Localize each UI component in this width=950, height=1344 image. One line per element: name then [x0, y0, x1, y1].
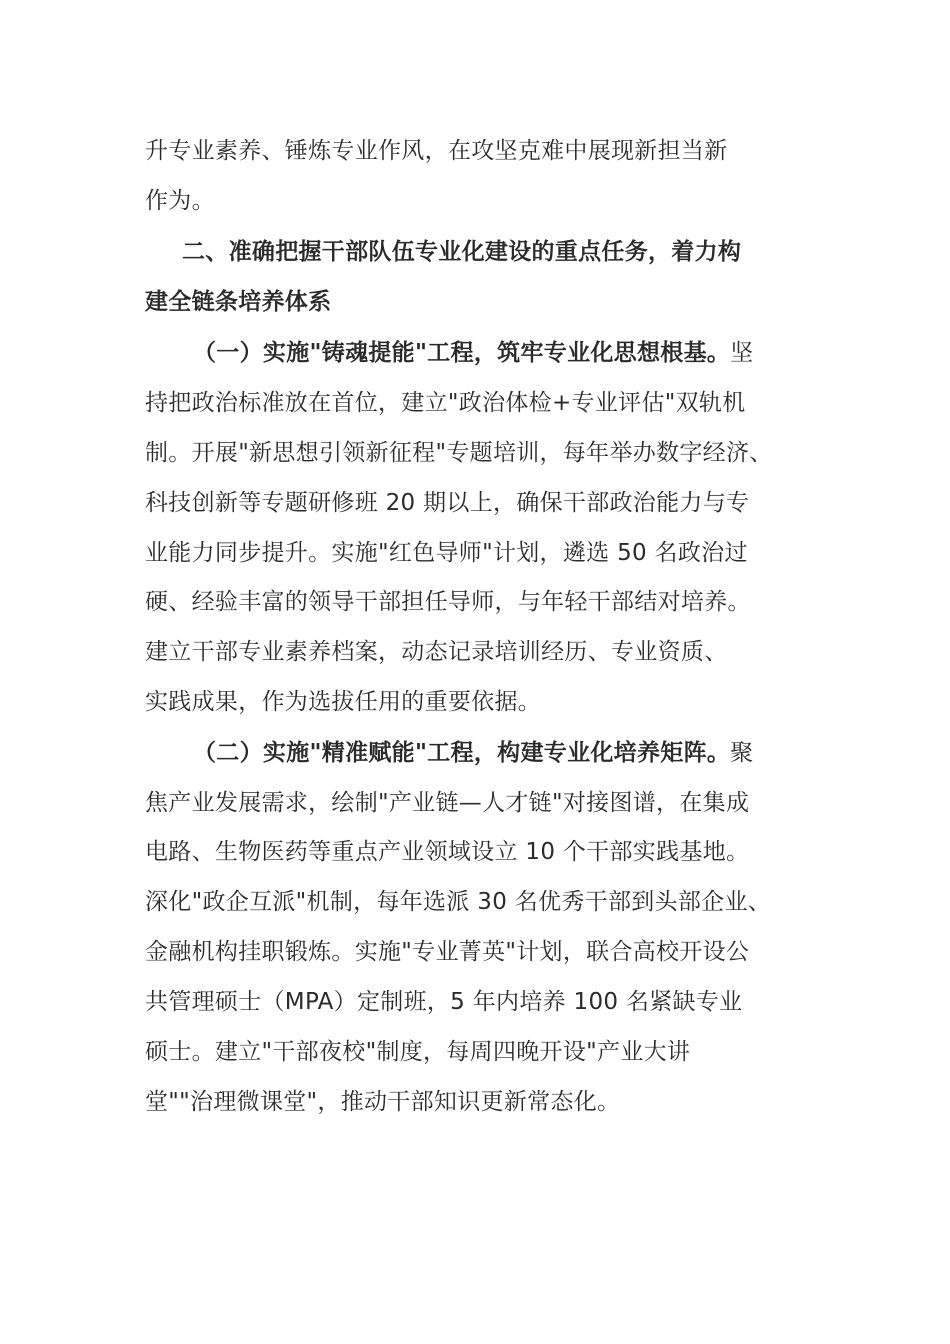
subsection-heading-2: （二）实施"精准赋能"工程，构建专业化培养矩阵。 [193, 740, 731, 766]
body-line: 实践成果，作为选拔任用的重要依据。 [145, 689, 542, 715]
body-line: 电路、生物医药等重点产业领域设立 10 个干部实践基地。 [145, 839, 750, 865]
body-line: 升专业素养、锤炼专业作风，在攻坚克难中展现新担当新 [145, 138, 728, 164]
body-line: 持把政治标准放在首位，建立"政治体检+专业评估"双轨机 [145, 390, 746, 416]
body-line: 科技创新等专题研修班 20 期以上，确保干部政治能力与专 [145, 490, 750, 516]
body-line: 共管理硕士（MPA）定制班，5 年内培养 100 名紧缺专业 [145, 989, 743, 1015]
body-line: 建立干部专业素养档案，动态记录培训经历、专业资质、 [145, 639, 728, 665]
subsection-first-line [193, 737, 753, 769]
body-line: 焦产业发展需求，绘制"产业链—人才链"对接图谱，在集成 [145, 790, 750, 816]
body-line: 制。开展"新思想引领新征程"专题培训，每年举办数字经济、 [145, 440, 773, 466]
body-text-run: 聚 [730, 740, 754, 766]
subsection-heading-1: （一）实施"铸魂提能"工程，筑牢专业化思想根基。 [193, 340, 731, 366]
body-line: 堂""治理微课堂"，推动干部知识更新常态化。 [145, 1089, 621, 1115]
section-heading: 二、准确把握干部队伍专业化建设的重点任务，着力构 [182, 239, 742, 265]
body-line: 硬、经验丰富的领导干部担任导师，与年轻干部结对培养。 [145, 589, 751, 615]
body-line: 金融机构挂职锻炼。实施"专业菁英"计划，联合高校开设公 [145, 939, 750, 965]
body-line: 业能力同步提升。实施"红色导师"计划，遴选 50 名政治过 [145, 540, 748, 566]
subsection-first-line [193, 337, 753, 369]
body-line: 作为。 [145, 188, 215, 214]
body-line: 深化"政企互派"机制，每年选派 30 名优秀干部到头部企业、 [145, 889, 772, 915]
section-heading-continued: 建全链条培养体系 [145, 289, 332, 315]
body-text-run: 坚 [730, 340, 754, 366]
body-line: 硕士。建立"干部夜校"制度，每周四晚开设"产业大讲 [145, 1039, 691, 1065]
